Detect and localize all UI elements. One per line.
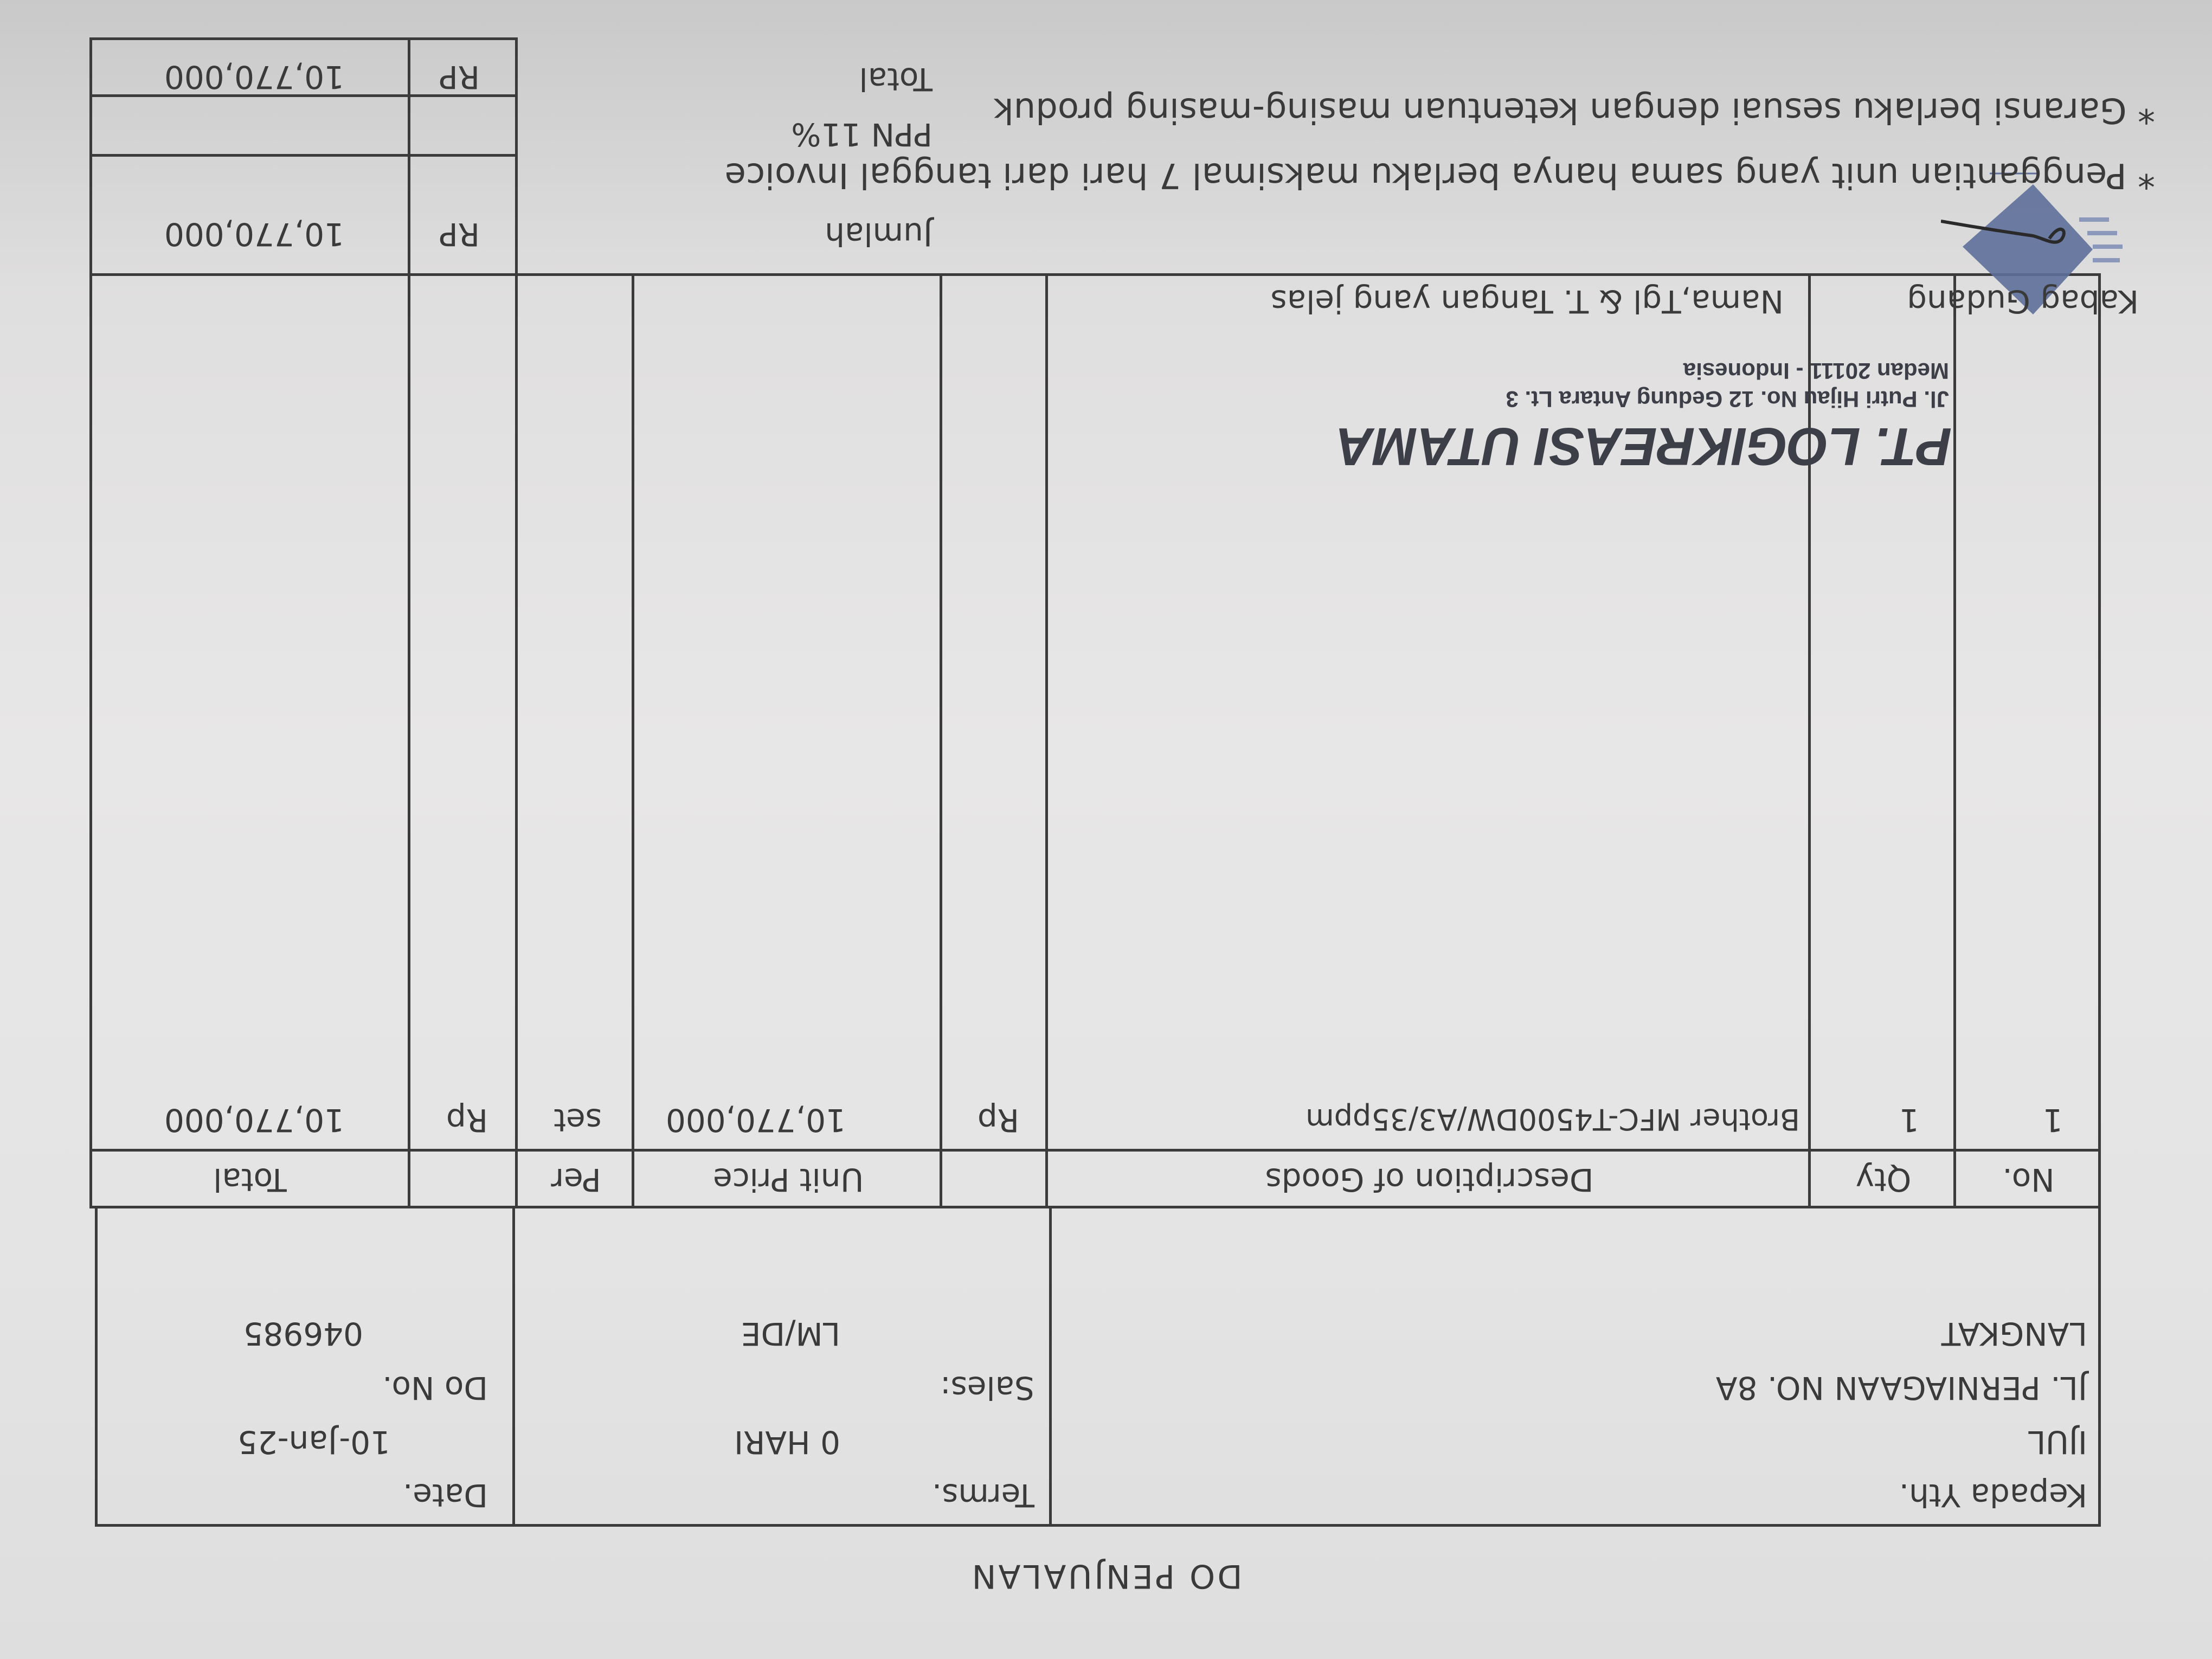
summary-line-ppn bbox=[89, 154, 518, 157]
signature-kabag-gudang: Kabag Gudang bbox=[1907, 283, 2139, 320]
stamp-address-line2: Medan 20111 - Indonesia bbox=[1683, 358, 1949, 384]
header-divider-1 bbox=[1049, 1206, 1052, 1527]
jumlah-label: Jumlah bbox=[825, 216, 933, 253]
col-header-total: Total bbox=[213, 1161, 287, 1198]
col-header-per: Per bbox=[551, 1161, 601, 1198]
note-replacement: * Penggantian unit yang sama hanya berlaku maksimal 7 hari dari tanggal Invoice bbox=[724, 155, 2155, 195]
kepada-label: Kepada Yth. bbox=[1899, 1477, 2087, 1514]
stamp-address-line1: Jl. Putri Hijau No. 12 Gedung Antara Lt. 3 bbox=[1506, 387, 1949, 412]
header-divider-2 bbox=[512, 1206, 515, 1527]
col-header-unit-price: Unit Price bbox=[713, 1161, 864, 1198]
col-divider-per bbox=[515, 273, 518, 1208]
header-box bbox=[95, 1206, 2101, 1527]
goods-table-header-line bbox=[89, 1149, 2101, 1152]
jumlah-value: 10,770,000 bbox=[164, 216, 344, 253]
total-currency: RP bbox=[439, 59, 480, 95]
signature-receiver: Nama,Tgl & T. Tangan yang jelas bbox=[1270, 283, 1784, 320]
col-header-qty: Qty bbox=[1855, 1161, 1912, 1198]
col-divider-currency bbox=[940, 273, 942, 1208]
document-title: DO PENJUALAN bbox=[969, 1557, 1243, 1595]
customer-address-line1: JL. PERNIAGAAN NO. 8A bbox=[1715, 1369, 2087, 1406]
row-description: Brother MFC-T4500DW/A3/35ppm bbox=[1306, 1102, 1800, 1136]
terms-value: 0 HARI bbox=[734, 1424, 840, 1461]
row-total: 10,770,000 bbox=[164, 1102, 344, 1139]
row-unit-price: 10,770,000 bbox=[665, 1102, 846, 1139]
do-number-label: Do No. bbox=[382, 1369, 488, 1406]
goods-table bbox=[89, 273, 2101, 1208]
terms-label: Terms. bbox=[931, 1477, 1034, 1514]
ppn-label: PPN 11% bbox=[791, 116, 933, 153]
sales-label: Sales: bbox=[940, 1369, 1034, 1406]
col-header-no: No. bbox=[2002, 1161, 2055, 1198]
row-per: set bbox=[554, 1102, 602, 1139]
total-value: 10,770,000 bbox=[164, 59, 344, 95]
customer-name: IJUL bbox=[2028, 1424, 2087, 1461]
col-divider-price bbox=[632, 273, 634, 1208]
row-no: 1 bbox=[2043, 1102, 2063, 1139]
stamp-company-name: PT. LOGIKREASI UTAMA bbox=[1336, 417, 1952, 477]
note-warranty: * Garansi berlaku sesuai dengan ketentuan masing-masing produk bbox=[993, 90, 2155, 130]
col-divider-qty bbox=[1808, 273, 1811, 1208]
date-label: Date. bbox=[402, 1477, 488, 1514]
row-qty: 1 bbox=[1899, 1102, 1919, 1139]
col-divider-desc bbox=[1045, 273, 1048, 1208]
customer-address-line2: LANGKAT bbox=[1941, 1315, 2087, 1352]
summary-divider bbox=[408, 37, 410, 276]
date-value: 10-Jan-25 bbox=[237, 1424, 390, 1461]
row-currency: Rp bbox=[977, 1102, 1019, 1139]
jumlah-currency: RP bbox=[439, 216, 480, 253]
col-divider-rp bbox=[408, 273, 410, 1208]
sales-value: LM/DE bbox=[741, 1315, 840, 1352]
row-currency-total: Rp bbox=[446, 1102, 488, 1139]
col-divider-no bbox=[1953, 273, 1956, 1208]
do-number-value: 046985 bbox=[243, 1315, 363, 1352]
col-header-description: Description of Goods bbox=[1265, 1161, 1594, 1198]
total-label: Total bbox=[859, 61, 933, 98]
